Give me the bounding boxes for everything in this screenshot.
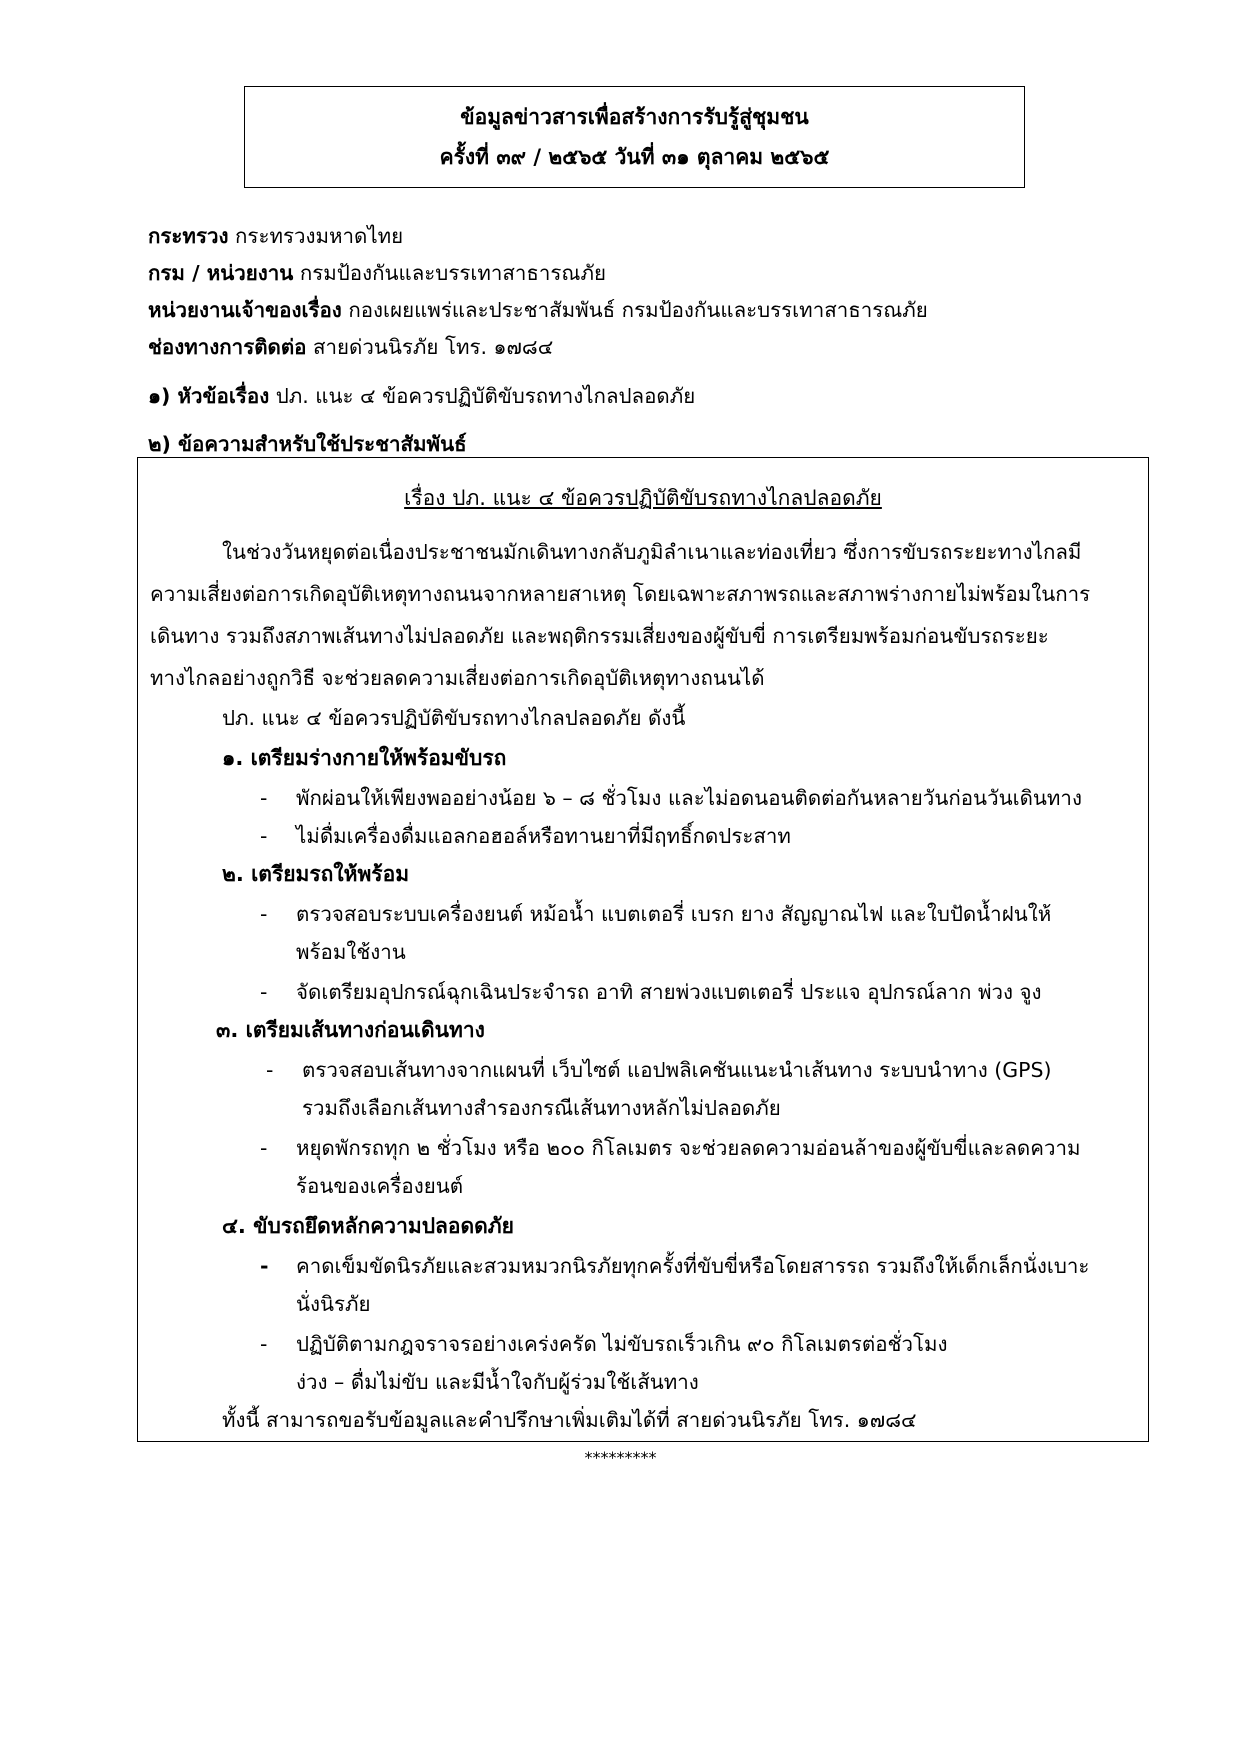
topic-value: ปภ. แนะ ๔ ข้อควรปฏิบัติขับรถทางไกลปลอดภัย xyxy=(275,384,696,408)
issue-line: ครั้งที่ ๓๙ / ๒๕๖๕ วันที่ ๓๑ ตุลาคม ๒๕๖๕ xyxy=(439,145,830,169)
meta-label: กระทรวง xyxy=(148,224,229,248)
meta-value: กระทรวงมหาดไทย xyxy=(235,224,404,248)
list-item-text: ตรวจสอบเส้นทางจากแผนที่ เว็บไซต์ แอปพลิเคชันแนะนำเส้นทาง ระบบนำทาง (GPS) xyxy=(302,1058,1052,1082)
list-item xyxy=(260,1328,948,1361)
bullet-dash: - xyxy=(266,1058,274,1082)
bullet-dash: - xyxy=(260,1136,268,1160)
section-heading: ๑. เตรียมร่างกายให้พร้อมขับรถ xyxy=(222,746,507,770)
header-box xyxy=(244,86,1025,188)
lead-line: ปภ. แนะ ๔ ข้อควรปฏิบัติขับรถทางไกลปลอดภัย ดังนี้ xyxy=(222,706,686,730)
intro-line: ในช่วงวันหยุดต่อเนื่องประชาชนมักเดินทางกลับภูมิลำเนาและท่องเที่ยว ซึ่งการขับรถระยะทางไกลมี xyxy=(222,540,1082,564)
list-item-continuation: ง่วง – ดื่มไม่ขับ และมีน้ำใจกับผู้ร่วมใช้เส้นทาง xyxy=(296,1370,699,1394)
list-item-continuation: รวมถึงเลือกเส้นทางสำรองกรณีเส้นทางหลักไม่ปลอดภัย xyxy=(302,1096,781,1120)
topic-line xyxy=(148,380,695,413)
list-item-continuation: พร้อมใช้งาน xyxy=(296,940,406,964)
list-item-continuation: นั่งนิรภัย xyxy=(296,1292,371,1316)
closing-line: ทั้งนี้ สามารถขอรับข้อมูลและคำปรึกษาเพิ่มเติมได้ที่ สายด่วนนิรภัย โทร. ๑๗๘๔ xyxy=(222,1408,917,1432)
list-item xyxy=(266,1054,1052,1087)
end-mark: ********* xyxy=(584,1448,657,1467)
meta-value: กองเผยแพร่และประชาสัมพันธ์ กรมป้องกันและบรรเทาสาธารณภัย xyxy=(348,298,928,322)
list-item-text: หยุดพักรถทุก ๒ ชั่วโมง หรือ ๒๐๐ กิโลเมตร จะช่วยลดความอ่อนล้าของผู้ขับขี่และลดความ xyxy=(296,1136,1081,1160)
content-title: เรื่อง ปภ. แนะ ๔ ข้อควรปฏิบัติขับรถทางไกลปลอดภัย xyxy=(404,486,882,510)
list-item-text: จัดเตรียมอุปกรณ์ฉุกเฉินประจำรถ อาทิ สายพ่วงแบตเตอรี่ ประแจ อุปกรณ์ลาก พ่วง จูง xyxy=(296,980,1042,1004)
section-heading: ๒. เตรียมรถให้พร้อม xyxy=(222,862,410,886)
bullet-dash: - xyxy=(260,980,268,1004)
meta-contact xyxy=(148,331,553,364)
list-item-text: คาดเข็มขัดนิรภัยและสวมหมวกนิรภัยทุกครั้งที่ขับขี่หรือโดยสารรถ รวมถึงให้เด็กเล็กนั่งเบาะ xyxy=(296,1254,1090,1278)
list-item xyxy=(260,820,791,853)
list-item xyxy=(260,898,1051,931)
meta-label: กรม / หน่วยงาน xyxy=(148,261,294,285)
intro-line: ความเสี่ยงต่อการเกิดอุบัติเหตุทางถนนจากหลายสาเหตุ โดยเฉพาะสภาพรถและสภาพร่างกายไม่พร้อมในการ xyxy=(150,582,1091,606)
list-item-text: ปฏิบัติตามกฎจราจรอย่างเคร่งครัด ไม่ขับรถเร็วเกิน ๙๐ กิโลเมตรต่อชั่วโมง xyxy=(296,1332,948,1356)
intro-line: เดินทาง รวมถึงสภาพเส้นทางไม่ปลอดภัย และพฤติกรรมเสี่ยงของผู้ขับขี่ การเตรียมพร้อมก่อนขับรถระยะ xyxy=(150,624,1049,648)
meta-label: ช่องทางการติดต่อ xyxy=(148,335,307,359)
meta-department xyxy=(148,257,606,290)
intro-line: ทางไกลอย่างถูกวิธี จะช่วยลดความเสี่ยงต่อการเกิดอุบัติเหตุทางถนนได้ xyxy=(150,666,765,690)
bullet-dash: - xyxy=(260,1254,269,1278)
list-item xyxy=(260,1250,1089,1283)
section-heading: ๓. เตรียมเส้นทางก่อนเดินทาง xyxy=(216,1018,485,1042)
meta-value: สายด่วนนิรภัย โทร. ๑๗๘๔ xyxy=(313,335,554,359)
list-item xyxy=(260,782,1082,815)
pr-heading: ๒) ข้อความสำหรับใช้ประชาสัมพันธ์ xyxy=(148,432,467,456)
meta-value: กรมป้องกันและบรรเทาสาธารณภัย xyxy=(299,261,606,285)
list-item-text: ไม่ดื่มเครื่องดื่มแอลกอฮอล์หรือทานยาที่มีฤทธิ์กดประสาท xyxy=(296,824,791,848)
bullet-dash: - xyxy=(260,824,268,848)
list-item xyxy=(260,1132,1080,1165)
bullet-dash: - xyxy=(260,1332,268,1356)
bullet-dash: - xyxy=(260,786,268,810)
list-item xyxy=(260,976,1042,1009)
bullet-dash: - xyxy=(260,902,268,926)
meta-owner-unit xyxy=(148,294,928,327)
list-item-text: พักผ่อนให้เพียงพออย่างน้อย ๖ – ๘ ชั่วโมง และไม่อดนอนติดต่อกันหลายวันก่อนวันเดินทาง xyxy=(296,786,1082,810)
topic-label: ๑) หัวข้อเรื่อง xyxy=(148,384,270,408)
document-title: ข้อมูลข่าวสารเพื่อสร้างการรับรู้สู่ชุมชน xyxy=(460,105,809,129)
meta-ministry xyxy=(148,220,403,253)
meta-label: หน่วยงานเจ้าของเรื่อง xyxy=(148,298,342,322)
list-item-text: ตรวจสอบระบบเครื่องยนต์ หม้อน้ำ แบตเตอรี่ เบรก ยาง สัญญาณไฟ และใบปัดน้ำฝนให้ xyxy=(296,902,1052,926)
content-box xyxy=(137,457,1149,1442)
section-heading: ๔. ขับรถยึดหลักความปลอดดภัย xyxy=(222,1214,514,1238)
list-item-continuation: ร้อนของเครื่องยนต์ xyxy=(296,1174,464,1198)
